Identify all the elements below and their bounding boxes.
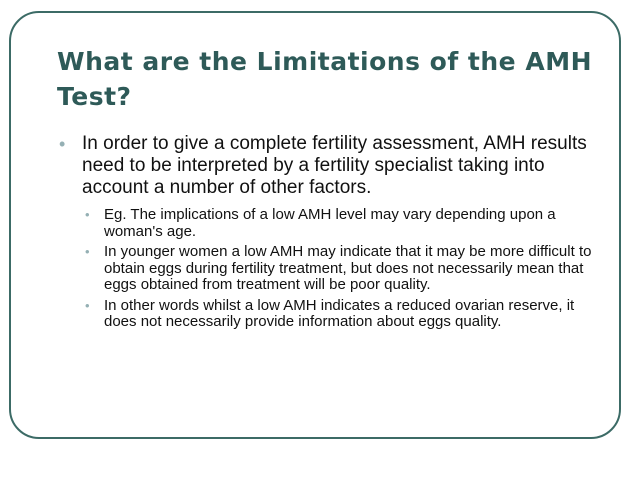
bullet-text: In order to give a complete fertility assessment, AMH results need to be interpreted by a fertility specialist taking into account a number of other factors. [82, 133, 587, 198]
sub-bullet-marker-icon: • [85, 207, 90, 222]
sub-bullet-marker-icon: • [85, 244, 90, 259]
sub-bullet-text: In younger women a low AMH may indicate that it may be more difficult to obtain eggs during fertility treatment, but does not necessarily mean that eggs obtained from treatment will be poor quality. [104, 243, 592, 293]
sub-bullet-marker-icon: • [85, 297, 90, 313]
bullet-item-main [57, 133, 602, 199]
sub-bullet-item-younger-women [57, 244, 602, 294]
bullet-list [57, 133, 602, 331]
sub-bullet-item-other-words [57, 298, 602, 331]
bullet-marker-icon: • [59, 134, 66, 154]
slide-title: What are the Limitations of the AMH Test? [57, 47, 592, 111]
sub-bullet-item-age [57, 207, 602, 240]
sub-bullet-text: Eg. The implications of a low AMH level may vary depending upon a woman's age. [104, 206, 556, 240]
sub-bullet-text: In other words whilst a low AMH indicates a reduced ovarian reserve, it does not necessarily provide information about eggs quality. [104, 296, 575, 330]
